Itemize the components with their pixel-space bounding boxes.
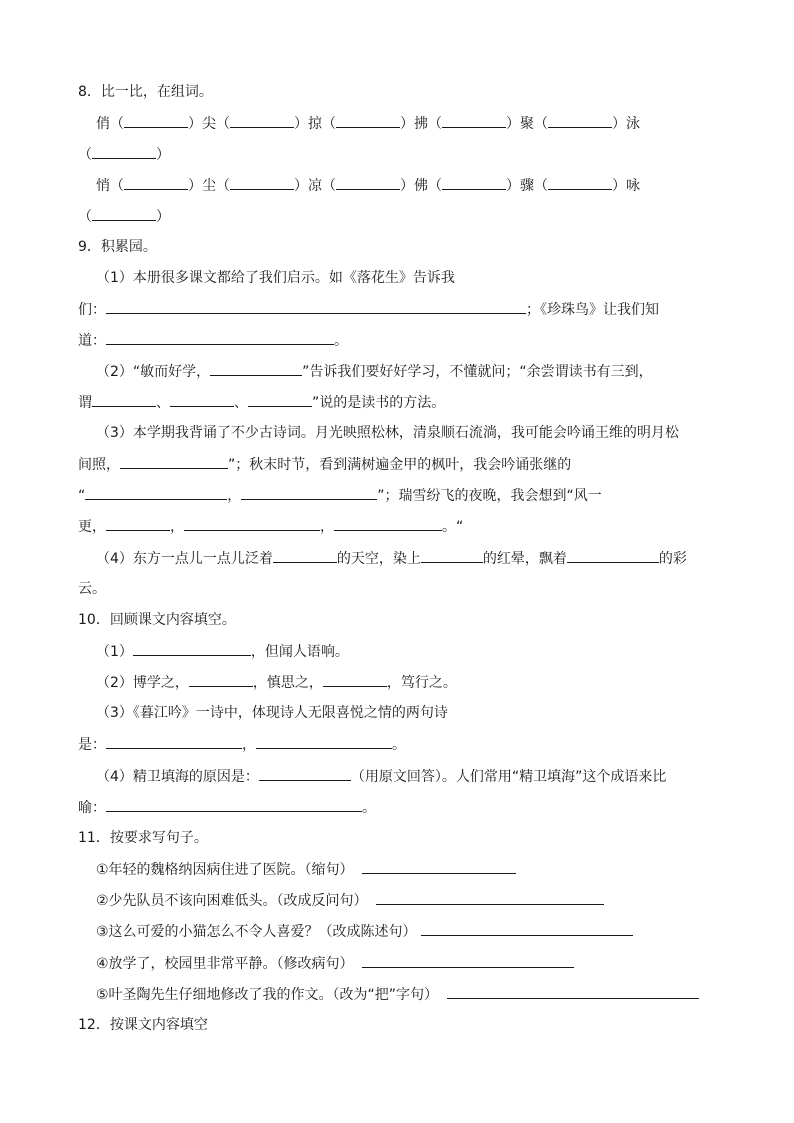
blank[interactable]	[323, 672, 387, 687]
q10-p2: （2）博学之， ，慎思之， ，笃行之。	[96, 672, 736, 693]
q9-p2-line2: 谓 、 、 ”说的是读书的方法。	[78, 392, 718, 413]
blank[interactable]	[210, 361, 302, 376]
q11-item-3: ③这么可爱的小猫怎么不令人喜爱？（改成陈述句）	[96, 921, 736, 942]
blank[interactable]	[184, 516, 320, 531]
blank[interactable]	[336, 175, 400, 190]
q10-title: 10．回顾课文内容填空。	[78, 612, 236, 628]
blank[interactable]	[442, 113, 506, 128]
q9-p3-line4: 更， ， ， 。“	[78, 516, 718, 537]
q12-title: 12．按课文内容填空	[78, 1017, 208, 1033]
blank[interactable]	[256, 734, 392, 749]
blank[interactable]	[421, 548, 483, 563]
blank[interactable]	[120, 454, 228, 469]
q9-title: 9．积累园。	[78, 239, 157, 255]
blank[interactable]	[334, 516, 442, 531]
answer-blank[interactable]	[447, 984, 699, 999]
q10-p3-line2: 是： ， 。	[78, 734, 718, 755]
q10-p3-line1: （3）《暮江吟》一诗中，体现诗人无限喜悦之情的两句诗	[96, 705, 448, 721]
q11-item-1: ①年轻的魏格纳因病住进了医院。（缩句）	[96, 859, 736, 880]
q9-p3-line2: 间照， ”；秋末时节，看到满树遍金甲的枫叶，我会吟诵张继的	[78, 454, 718, 475]
blank[interactable]	[92, 144, 156, 159]
q11-title: 11．按要求写句子。	[78, 830, 208, 846]
blank[interactable]	[170, 392, 234, 407]
q9-p4-line2: 云。	[78, 581, 106, 597]
q9-p3-line3: “ ， ”；瑞雪纷飞的夜晚，我会想到“风一	[78, 485, 718, 506]
answer-blank[interactable]	[362, 859, 516, 874]
q8-row2: 悄（ ）尘（ ）凉（ ）佛（ ）骤（ ）咏	[96, 175, 736, 196]
q8-row2-wrap: （ ）	[78, 206, 718, 227]
blank[interactable]	[548, 113, 612, 128]
q9-p1-line3: 道： 。	[78, 330, 718, 351]
q11-item-2: ②少先队员不该向困难低头。（改成反问句）	[96, 890, 736, 911]
blank[interactable]	[124, 175, 188, 190]
blank[interactable]	[259, 766, 351, 781]
blank[interactable]	[106, 330, 334, 345]
q9-p3-line1: （3）本学期我背诵了不少古诗词。月光映照松林，清泉顺石流淌，我可能会吟诵王维的明月松	[96, 425, 679, 441]
q8-title: 8．比一比，在组词。	[78, 84, 213, 100]
blank[interactable]	[567, 548, 659, 563]
blank[interactable]	[548, 175, 612, 190]
answer-blank[interactable]	[421, 921, 633, 936]
blank[interactable]	[106, 299, 526, 314]
q10-p4-line1: （4）精卫填海的原因是： （用原文回答）。人们常用“精卫填海”这个成语来比	[96, 766, 736, 787]
q9-p1-line2: 们： ；《珍珠鸟》让我们知	[78, 299, 718, 320]
blank[interactable]	[124, 113, 188, 128]
q8-row1: 俏（ ）尖（ ）掠（ ）拂（ ）聚（ ）泳	[96, 113, 736, 134]
blank[interactable]	[241, 485, 377, 500]
blank[interactable]	[248, 392, 312, 407]
q9-p2-line1: （2）“敏而好学， ”告诉我们要好好学习，不懂就问；“余尝谓读书有三到，	[96, 361, 736, 382]
blank[interactable]	[442, 175, 506, 190]
blank[interactable]	[92, 392, 156, 407]
blank[interactable]	[92, 206, 156, 221]
blank[interactable]	[133, 641, 251, 656]
blank[interactable]	[106, 516, 170, 531]
answer-blank[interactable]	[362, 953, 574, 968]
blank[interactable]	[106, 734, 242, 749]
q9-p4-line1: （4）东方一点儿一点儿泛着 的天空，染上 的红晕，飘着 的彩	[96, 548, 736, 569]
answer-blank[interactable]	[376, 890, 604, 905]
q10-p4-line2: 喻： 。	[78, 797, 718, 818]
blank[interactable]	[106, 797, 362, 812]
blank[interactable]	[230, 175, 294, 190]
blank[interactable]	[189, 672, 253, 687]
blank[interactable]	[230, 113, 294, 128]
q9-p1-line1: （1）本册很多课文都给了我们启示。如《落花生》告诉我	[96, 270, 455, 286]
blank[interactable]	[273, 548, 337, 563]
blank[interactable]	[85, 485, 227, 500]
q10-p1: （1） ，但闻人语响。	[96, 641, 736, 662]
q11-item-5: ⑤叶圣陶先生仔细地修改了我的作文。（改为“把”字句）	[96, 984, 736, 1005]
q11-item-4: ④放学了，校园里非常平静。（修改病句）	[96, 953, 736, 974]
blank[interactable]	[336, 113, 400, 128]
q8-row1-wrap: （ ）	[78, 144, 718, 165]
